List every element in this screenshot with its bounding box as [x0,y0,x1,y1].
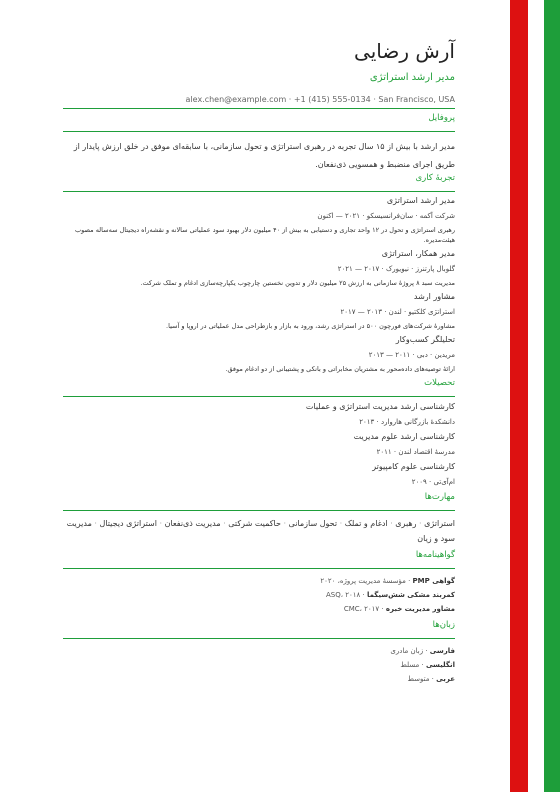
candidate-name: آرش رضایی [354,39,455,63]
skill-separator: · [337,519,345,528]
job-description: مشاورهٔ شرکت‌های فورچون ۵۰۰ در استراتژی رشد، ورود به بازار و بازطراحی مدل عملیاتی در اروپا و آسیا. [166,322,455,330]
certification-detail: · مؤسسهٔ مدیریت پروژه، ۲۰۲۰ [320,577,413,585]
skill-separator: · [280,519,289,528]
skill-separator: · [387,519,396,528]
language-level: · متوسط [407,675,437,683]
skills-heading: مهارت‌ها [424,492,455,502]
skill-item: استراتژی [424,519,455,528]
language-name: فارسی [429,647,455,655]
section-divider [63,568,455,569]
skill-item: ادغام و تملک [344,519,388,528]
section-divider [63,510,455,511]
job-description: رهبری استراتژی و تحول در ۱۲ واحد تجاری و دستیابی به بیش از ۴۰ میلیون دلار بهبود سود عملیاتی سالانه و نقشه‌راه دیجیتال سه‌ساله مصوب هیئت‌مدیره. [75,226,455,244]
skill-item: مدیریت سود و زیان [66,519,455,543]
education-heading: تحصیلات [424,378,455,388]
section-divider [63,191,455,192]
contact-line: alex.chen@example.com · +1 (415) 555-0134 · San Francisco, USA [63,94,455,109]
candidate-tagline: مدیر ارشد استراتژی [369,72,455,83]
language-name: انگلیسی [425,661,455,669]
education-meta: دانشکدهٔ بازرگانی هاروارد · ۲۰۱۳ [359,418,455,426]
education-meta: ام‌آی‌تی · ۲۰۰۹ [411,478,455,486]
certifications-heading: گواهینامه‌ها [415,550,455,560]
skill-item: تحول سازمانی [288,519,338,528]
languages-list [63,644,455,686]
language-level: · زبان مادری [390,647,430,655]
resume-document [63,34,455,686]
languages-heading: زبان‌ها [432,620,455,630]
job-entry [63,248,455,288]
language-item [63,644,455,658]
education-degree: کارشناسی ارشد مدیریت استراتژی و عملیات [305,402,455,411]
skill-item: استراتژی دیجیتال [99,519,157,528]
job-entry [63,291,455,331]
profile-heading: پروفایل [428,113,455,123]
job-description: ارائهٔ توصیه‌های داده‌محور به مشتریان مخابراتی و بانکی و پشتیبانی از دو ادغام موفق. [225,365,455,373]
education-degree: کارشناسی علوم کامپیوتر [372,462,455,471]
certification-name: مشاور مدیریت خبره [385,605,455,613]
skill-separator: · [91,519,100,528]
skill-separator: · [220,519,229,528]
job-title: تحلیلگر کسب‌وکار [395,335,455,344]
language-level: · مسلط [400,661,426,669]
skill-separator: · [156,519,165,528]
job-meta: گلوبال پارتنرز · نیویورک · ۲۰۱۷ — ۲۰۲۱ [337,265,455,273]
skills-list [63,516,455,546]
certifications-list [63,574,455,616]
education-degree: کارشناسی ارشد علوم مدیریت [353,432,455,441]
flag-stripe-white [528,0,544,792]
job-title: مدیر ارشد استراتژی [386,196,455,205]
certification-name: گواهی PMP [412,577,455,585]
certification-item [63,602,455,616]
certification-name: کمربند مشکی شش‌سیگما [366,591,455,599]
section-divider [63,131,455,132]
certification-item [63,574,455,588]
job-meta: مریدین · دبی · ۲۰۱۱ — ۲۰۱۳ [368,351,455,359]
experience-heading: تجربهٔ کاری [415,173,455,183]
language-name: عربی [436,675,455,683]
certification-item [63,588,455,602]
job-entry [63,195,455,245]
education-list [63,401,455,488]
language-item [63,672,455,686]
job-meta: شرکت آکمه · سان‌فرانسیسکو · ۲۰۲۱ — اکنون [317,212,455,220]
job-description: مدیریت سبد ۸ پروژهٔ سازمانی به ارزش ۲۵ میلیون دلار و تدوین نخستین چارچوب یکپارچه‌سازی ادغام و تملک شرکت. [140,279,455,287]
job-entry [63,334,455,374]
skill-item: مدیریت ذی‌نفعان [164,519,221,528]
job-title: مشاور ارشد [413,292,455,301]
certification-detail: · CMC، ۲۰۱۷ [343,605,386,613]
section-divider [63,638,455,639]
job-title: مدیر همکار، استراتژی [381,249,455,258]
section-divider [63,396,455,397]
education-meta: مدرسهٔ اقتصاد لندن · ۲۰۱۱ [376,448,455,456]
flag-stripe-green [544,0,560,792]
flag-stripe-red [510,0,528,792]
certification-detail: · ASQ، ۲۰۱۸ [326,591,367,599]
profile-summary: مدیر ارشد با بیش از ۱۵ سال تجربه در رهبری استراتژی و تحول سازمانی، با سابقه‌ای موفق در خلق ارزش پایدار از طریق اجرای منضبط و همسویی ذی‌نفعان. [73,142,455,169]
skill-separator: · [416,519,425,528]
job-meta: استراتژی کلکتیو · لندن · ۲۰۱۳ — ۲۰۱۷ [340,308,455,316]
skill-item: حاکمیت شرکتی [228,519,281,528]
language-item [63,658,455,672]
skill-item: رهبری [395,519,417,528]
